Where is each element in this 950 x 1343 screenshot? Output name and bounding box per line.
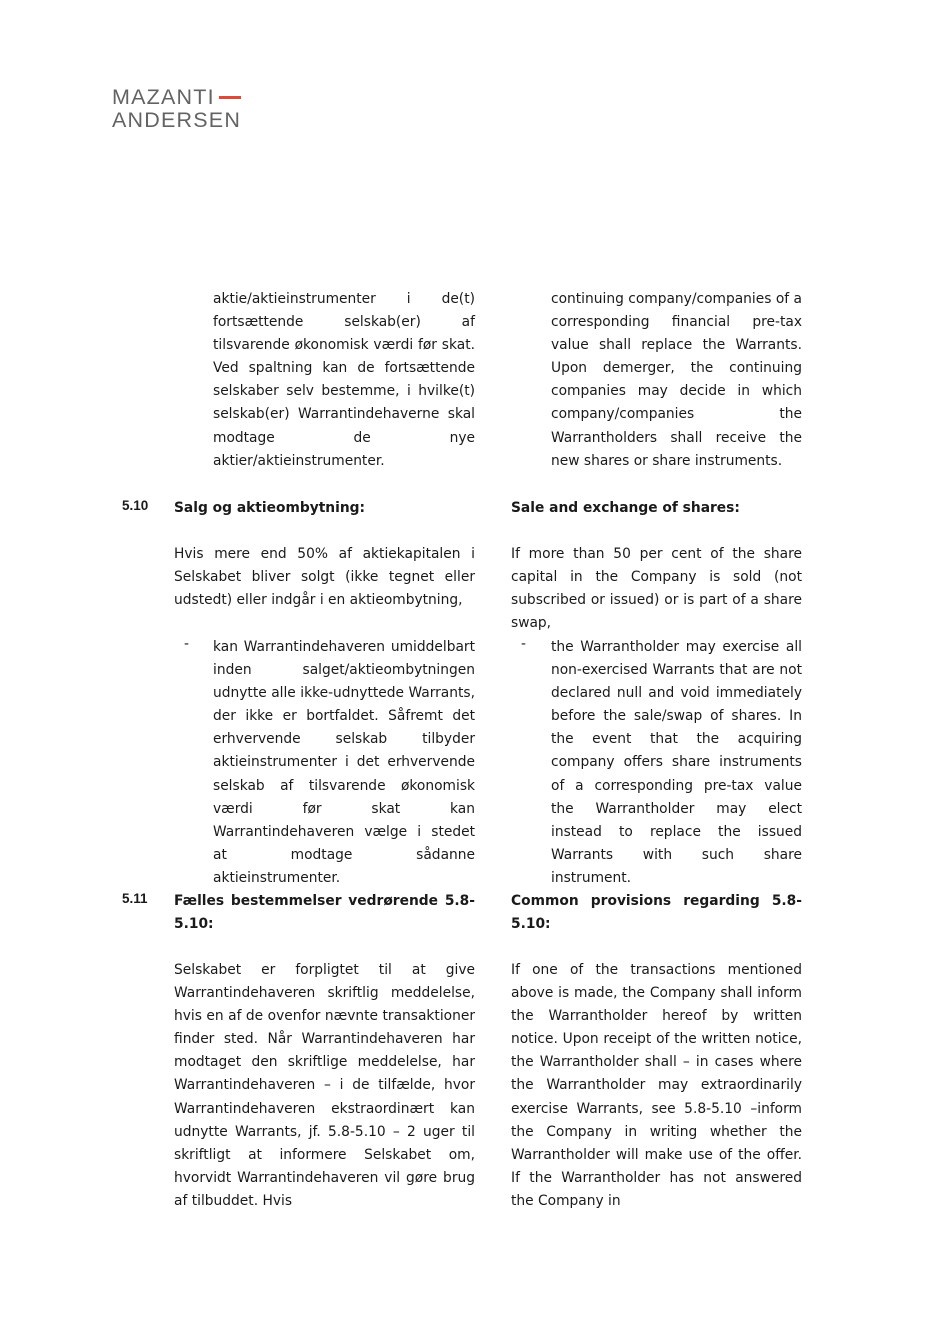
bullet-marker-en: -: [521, 636, 526, 652]
section-heading-en: Sale and exchange of shares:: [511, 500, 740, 516]
section-intro-en: If more than 50 per cent of the share capital in the Company is sold (not subscribed or issued) or is part of a share swap,: [511, 546, 802, 632]
section-body-en: If one of the transactions mentioned above is made, the Company shall inform the Warrantholder hereof by written notice. Upon receipt of the written notice, the Warrantholder shall – in cases where the Warrantholder may extraordinarily exercise Warrants, see 5.8-5.10 –inform the Company in writing whether the Warrantholder will make use of the offer. If the Warrantholder has not answered the Company in: [511, 962, 802, 1209]
section-heading-da: Fælles bestemmelser vedrørende 5.8-5.10:: [174, 893, 475, 933]
bullet-text-da: kan Warrantindehaveren umiddelbart inden salget/aktieombytningen udnytte alle ikke-udnyttede Warrants, der ikke er bortfaldet. Såfremt det erhvervende selskab tilbyder aktieinstrumenter i det erhvervende selskab af tilsvarende økonomisk værdi før skat kan Warrantindehaveren vælge i stedet at modtage sådanne aktieinstrumenter.: [213, 639, 475, 886]
continuation-text-en: continuing company/companies of a corresponding financial pre-tax value shall replace the Warrants. Upon demerger, the continuing companies may decide in which company/companies the Warrantholders shall receive the new shares or share instruments.: [551, 291, 802, 469]
logo-line-1: MAZANTI: [112, 85, 215, 109]
section-heading-da: Salg og aktieombytning:: [174, 500, 366, 516]
company-logo: [112, 86, 241, 132]
section-number: 5.11: [122, 891, 148, 906]
logo-line-2: ANDERSEN: [112, 108, 242, 132]
section-heading-en: Common provisions regarding 5.8-5.10:: [511, 893, 802, 933]
logo-accent-dash: [219, 96, 241, 99]
section-intro-da: Hvis mere end 50% af aktiekapitalen i Selskabet bliver solgt (ikke tegnet eller udstedt) eller indgår i en aktieombytning,: [174, 546, 475, 609]
bullet-marker-da: -: [184, 636, 189, 652]
section-body-da: Selskabet er forpligtet til at give Warrantindehaveren skriftlig meddelelse, hvis en af de ovenfor nævnte transaktioner finder sted. Når Warrantindehaveren har modtaget den skriftlige meddelelse, har Warrantindehaveren – i de tilfælde, hvor Warrantindehaveren ekstraordinært kan udnytte Warrants, jf. 5.8-5.10 – 2 uger til skriftligt at informere Selskabet om, hvorvidt Warrantindehaveren vil gøre brug af tilbuddet. Hvis: [174, 962, 475, 1209]
section-number: 5.10: [122, 498, 149, 513]
bullet-text-en: the Warrantholder may exercise all non-exercised Warrants that are not declared null and void immediately before the sale/swap of shares. In the event that the acquiring company offers share instruments of a corresponding pre-tax value the Warrantholder may elect instead to replace the issued Warrants with such share instrument.: [551, 639, 802, 886]
continuation-text-da: aktie/aktieinstrumenter i de(t) fortsættende selskab(er) af tilsvarende økonomisk værdi før skat. Ved spaltning kan de fortsættende selskaber selv bestemme, i hvilke(t) selskab(er) Warrantindehaverne skal modtage de nye aktier/aktieinstrumenter.: [213, 291, 475, 469]
